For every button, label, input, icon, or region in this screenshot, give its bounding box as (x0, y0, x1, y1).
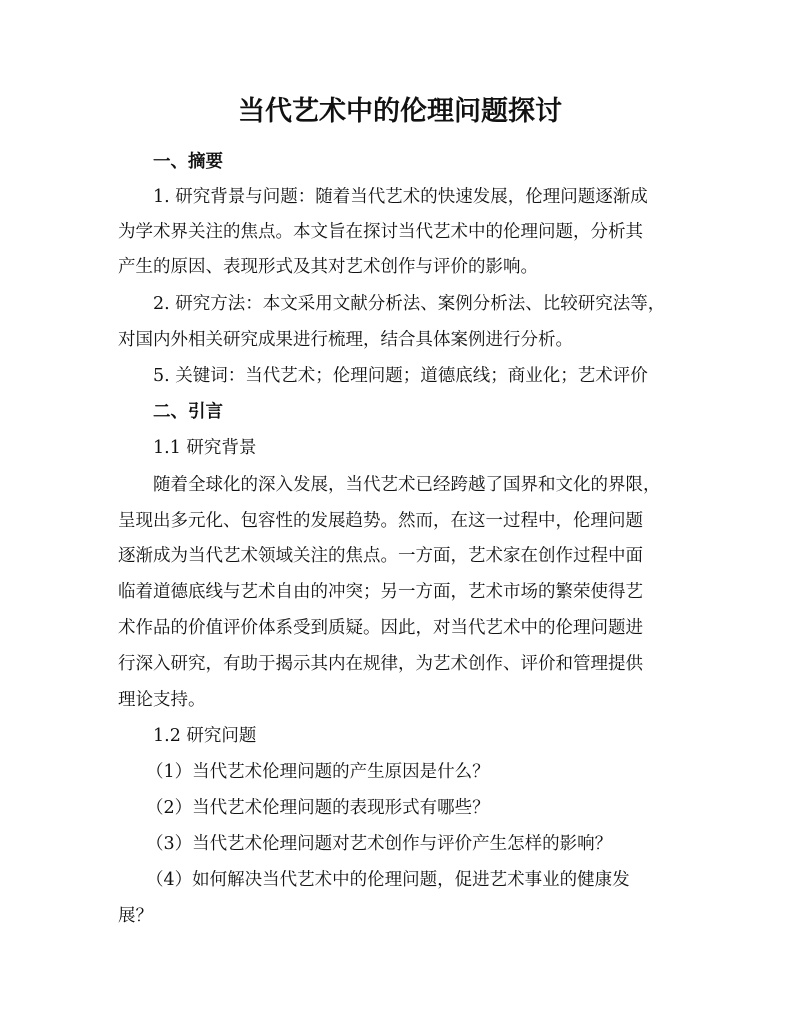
abstract-heading: 一、摘要 (153, 152, 223, 172)
abstract-item-1-line-2: 为学术界关注的焦点。本文旨在探讨当代艺术中的伦理问题，分析其 (118, 222, 643, 242)
intro-heading: 二、引言 (153, 402, 223, 422)
background-line-2: 呈现出多元化、包容性的发展趋势。然而，在这一过程中，伦理问题 (118, 511, 643, 531)
abstract-item-1-line-1: 1. 研究背景与问题：随着当代艺术的快速发展，伦理问题逐渐成 (153, 187, 648, 207)
question-3: （3）当代艺术伦理问题对艺术创作与评价产生怎样的影响？ (146, 834, 613, 854)
section-1-2-heading: 1.2 研究问题 (153, 726, 257, 746)
section-1-1-heading: 1.1 研究背景 (153, 438, 257, 458)
question-4: （4）如何解决当代艺术中的伦理问题，促进艺术事业的健康发 (146, 870, 630, 890)
document-title: 当代艺术中的伦理问题探讨 (238, 96, 562, 127)
question-2: （2）当代艺术伦理问题的表现形式有哪些？ (146, 798, 490, 818)
background-line-6: 行深入研究，有助于揭示其内在规律，为艺术创作、评价和管理提供 (118, 654, 643, 674)
background-line-4: 临着道德底线与艺术自由的冲突；另一方面，艺术市场的繁荣使得艺 (118, 582, 643, 602)
background-line-5: 术作品的价值评价体系受到质疑。因此，对当代艺术中的伦理问题进 (118, 618, 643, 638)
abstract-item-2-line-1: 2. 研究方法：本文采用文献分析法、案例分析法、比较研究法等， (153, 294, 666, 314)
background-line-7: 理论支持。 (118, 690, 206, 710)
background-line-1: 随着全球化的深入发展，当代艺术已经跨越了国界和文化的界限， (153, 475, 661, 495)
question-1: （1）当代艺术伦理问题的产生原因是什么？ (146, 762, 490, 782)
abstract-keywords: 5. 关键词：当代艺术；伦理问题；道德底线；商业化；艺术评价 (153, 366, 648, 386)
abstract-item-2-line-2: 对国内外相关研究成果进行梳理，结合具体案例进行分析。 (118, 330, 573, 350)
question-4-tail: 展？ (118, 906, 153, 926)
background-line-3: 逐渐成为当代艺术领域关注的焦点。一方面，艺术家在创作过程中面 (118, 546, 643, 566)
abstract-item-1-line-3: 产生的原因、表现形式及其对艺术创作与评价的影响。 (118, 257, 538, 277)
